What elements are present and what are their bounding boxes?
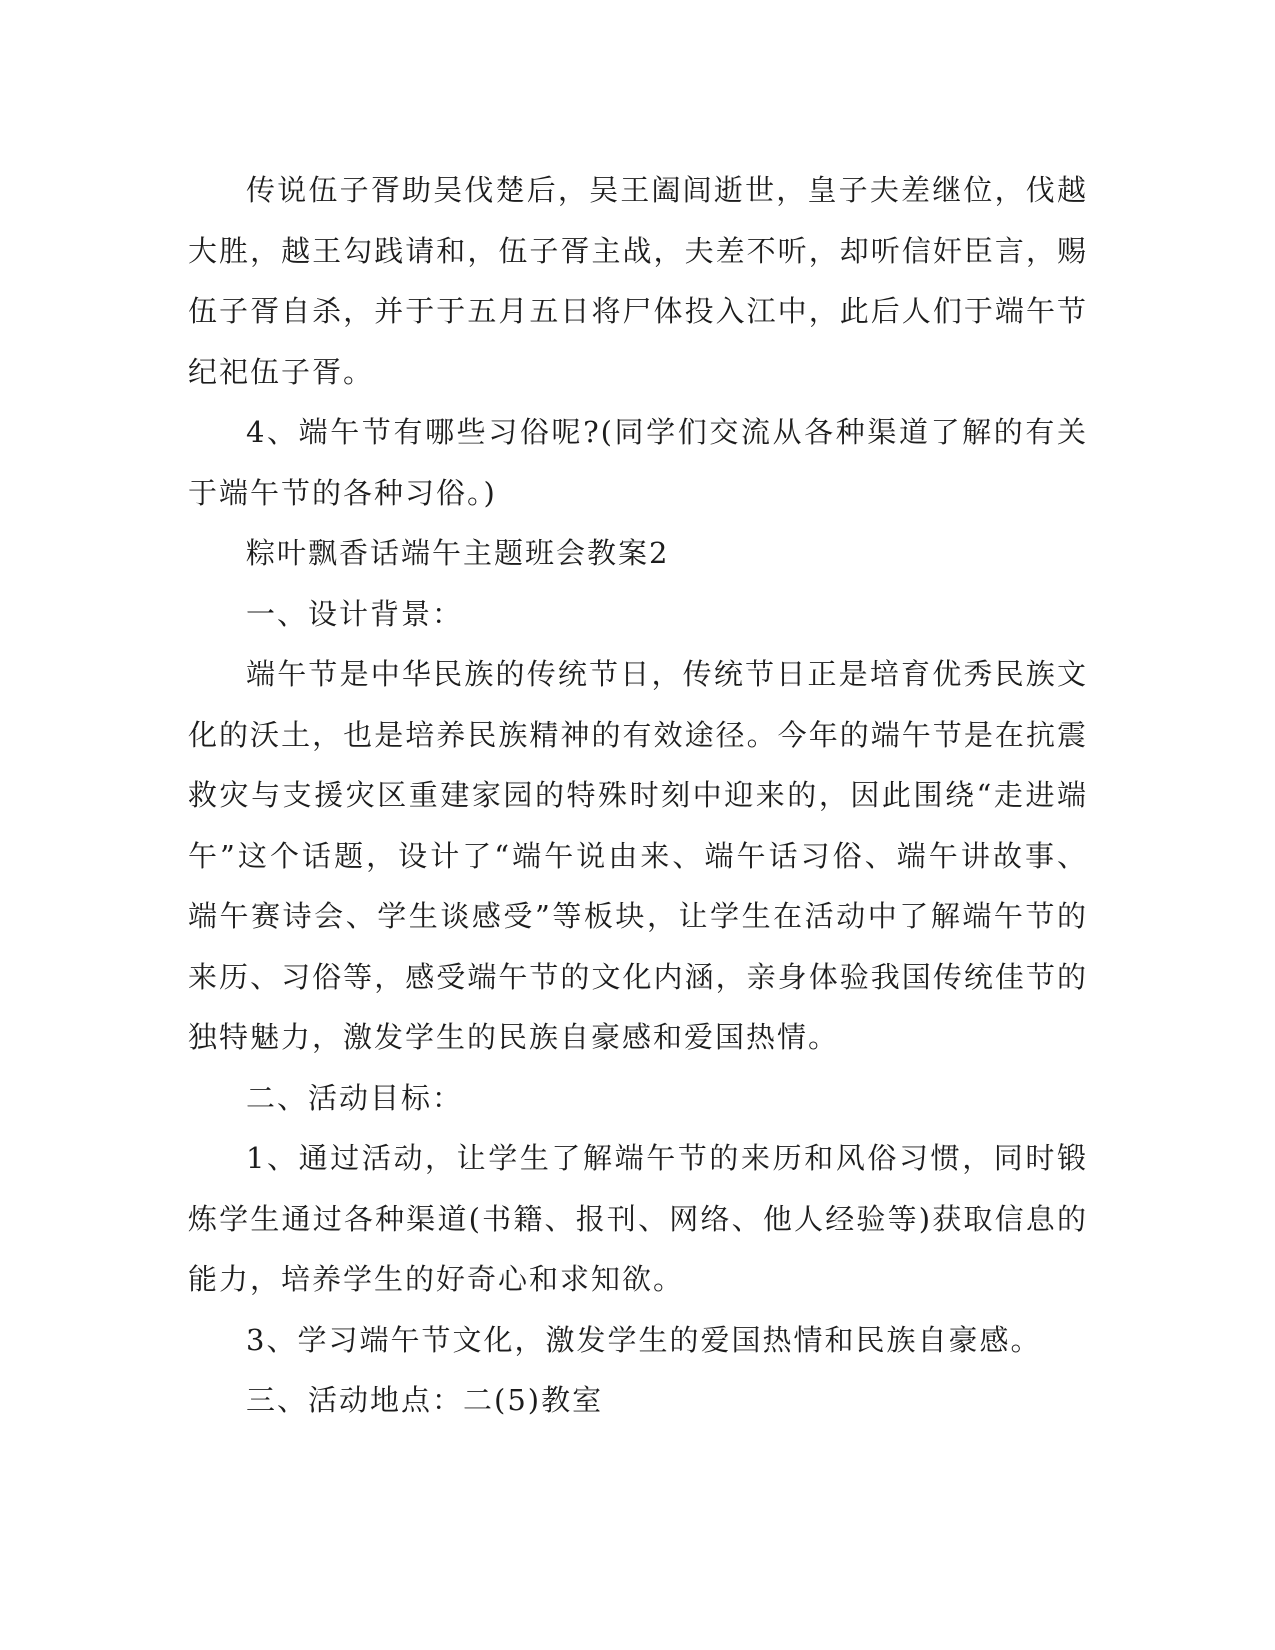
heading-activity-location: 三、活动地点：二(5)教室	[246, 1383, 604, 1417]
paragraph-customs-question: 4、端午节有哪些习俗呢?(同学们交流从各种渠道了解的有关于端午节的各种习俗。)	[188, 415, 1088, 510]
document-body	[188, 160, 1088, 1431]
heading-activity-goals: 二、活动目标：	[246, 1080, 464, 1115]
section-title-lesson-plan: 粽叶飘香话端午主题班会教案2	[246, 536, 670, 570]
paragraph-goal-1: 1、通过活动，让学生了解端午节的来历和风俗习惯，同时锻炼学生通过各种渠道(书籍、报刊、网络、他人经验等)获取信息的能力，培养学生的好奇心和求知欲。	[188, 1141, 1088, 1296]
heading-design-background: 一、设计背景：	[246, 596, 464, 631]
paragraph-wu-zixu-legend: 传说伍子胥助吴伐楚后，吴王阖闾逝世，皇子夫差继位，伐越大胜，越王勾践请和，伍子胥主战，夫差不听，却听信奸臣言，赐伍子胥自杀，并于于五月五日将尸体投入江中，此后人们于端午节纪祀伍子胥。	[188, 173, 1088, 389]
paragraph-design-background: 端午节是中华民族的传统节日，传统节日正是培育优秀民族文化的沃土，也是培养民族精神的有效途径。今年的端午节是在抗震救灾与支援灾区重建家园的特殊时刻中迎来的，因此围绕“走进端午”这个话题，设计了“端午说由来、端午话习俗、端午讲故事、端午赛诗会、学生谈感受”等板块，让学生在活动中了解端午节的来历、习俗等，感受端午节的文化内涵，亲身体验我国传统佳节的独特魅力，激发学生的民族自豪感和爱国热情。	[188, 657, 1088, 1054]
paragraph-goal-3: 3、学习端午节文化，激发学生的爱国热情和民族自豪感。	[246, 1322, 1042, 1357]
